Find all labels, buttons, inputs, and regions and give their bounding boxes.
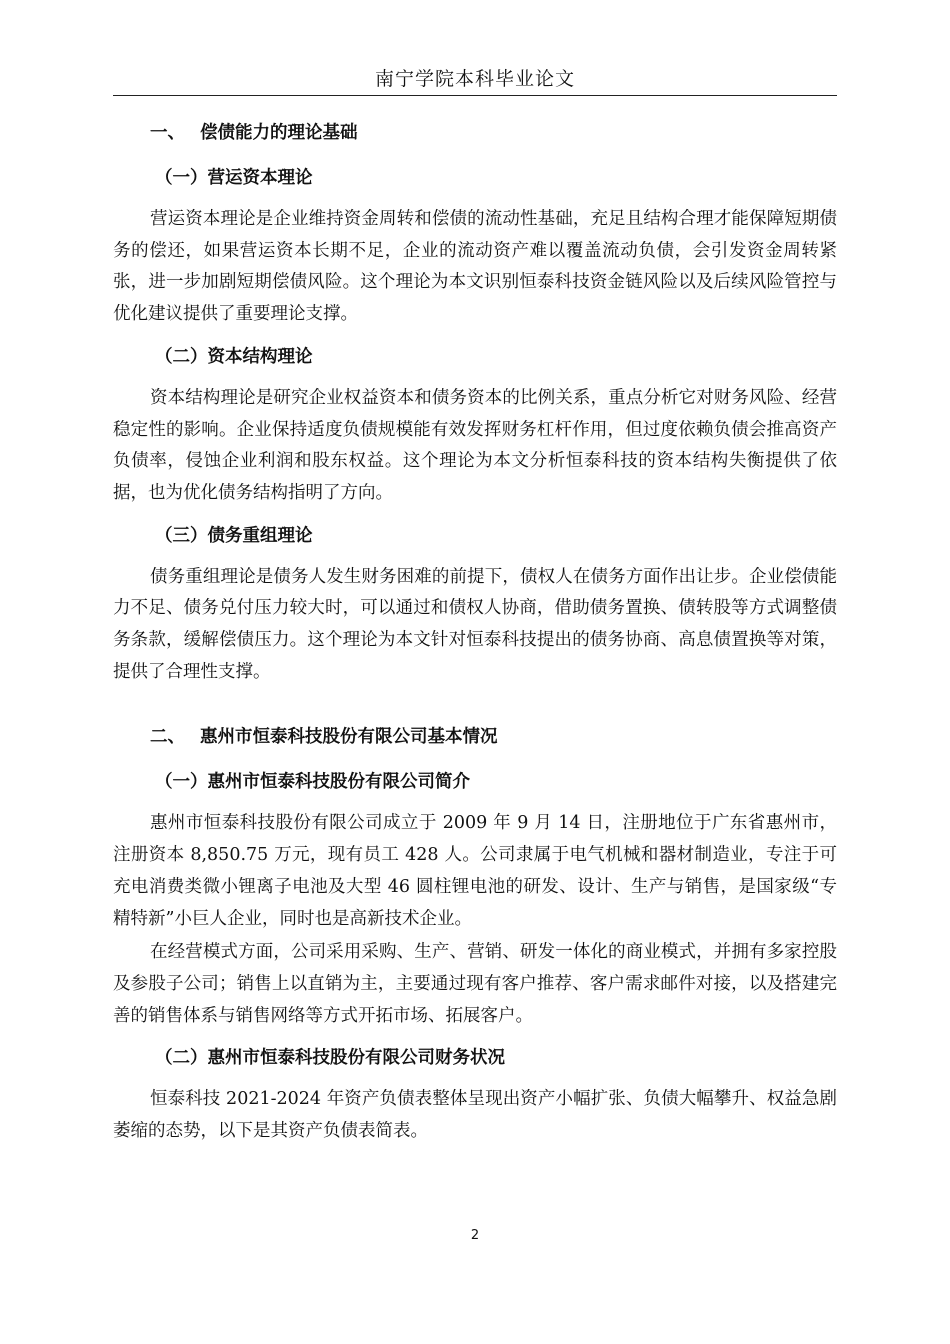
section-title-2: 惠州市恒泰科技股份有限公司基本情况 <box>200 727 498 748</box>
section-heading-2 <box>150 720 837 754</box>
paragraph-company-profile-2: 在经营模式方面，公司采用采购、生产、营销、研发一体化的商业模式，并拥有多家控股及参股子公司；销售上以直销为主，主要通过现有客户推荐、客户需求邮件对接，以及搭建完善的销售体系与销售网络等方式开拓市场、拓展客户。 <box>113 942 837 1026</box>
paragraph-capital-structure: 资本结构理论是研究企业权益资本和债务资本的比例关系，重点分析它对财务风险、经营稳定性的影响。企业保持适度负债规模能有效发挥财务杠杆作用，但过度依赖负债会推高资产负债率，侵蚀企业利润和股东权益。这个理论为本文分析恒泰科技的资本结构失衡提供了依据，也为优化债务结构指明了方向。 <box>113 387 837 503</box>
paragraph-debt-restructuring: 债务重组理论是债务人发生财务困难的前提下，债权人在债务方面作出让步。企业偿债能力不足、债务兑付压力较大时，可以通过和债权人协商，借助债务置换、债转股等方式调整债务条款，缓解偿债压力。这个理论为本文针对恒泰科技提出的债务协商、高息债置换等对策，提供了合理性支撑。 <box>113 566 837 682</box>
paragraph-working-capital: 营运资本理论是企业维持资金周转和偿债的流动性基础，充足且结构合理才能保障短期债务的偿还，如果营运资本长期不足，企业的流动资产难以覆盖流动负债，会引发资金周转紧张，进一步加剧短期偿债风险。这个理论为本文识别恒泰科技资金链风险以及后续风险管控与优化建议提供了重要理论支撑。 <box>113 209 837 325</box>
subsection-heading-company-profile: （一）惠州市恒泰科技股份有限公司简介 <box>155 772 470 793</box>
running-header: 南宁学院本科毕业论文 <box>374 68 575 90</box>
subsection-heading-capital-structure: （二）资本结构理论 <box>155 346 313 367</box>
paragraph-company-profile-1: 惠州市恒泰科技股份有限公司成立于 2009 年 9 月 14 日，注册地位于广东省惠州市，注册资本 8,850.75 万元，现有员工 428 人。公司隶属于电气机械和器材制造业，专注于可充电消费类微小锂离子电池及大型 46 圆柱锂电池的研发、设计、生产与销售，是国家级“专精特新”小巨人企业，同时也是高新技术企业。 <box>113 813 837 929</box>
subsection-heading-financial-status: （二）惠州市恒泰科技股份有限公司财务状况 <box>155 1048 505 1069</box>
section-title-1: 偿债能力的理论基础 <box>200 123 358 143</box>
section-number-2: 二、 <box>150 727 185 748</box>
page-number: 2 <box>470 1228 480 1243</box>
section-gap <box>113 698 837 720</box>
header-rule <box>113 95 837 96</box>
page-content <box>113 116 837 1158</box>
section-heading-1 <box>150 116 837 150</box>
section-number-1: 一、 <box>150 123 185 143</box>
subsection-heading-working-capital: （一）营运资本理论 <box>155 168 313 188</box>
paragraph-financial-status: 恒泰科技 2021-2024 年资产负债表整体呈现出资产小幅扩张、负债大幅攀升、权益急剧萎缩的态势，以下是其资产负债表简表。 <box>113 1089 837 1142</box>
subsection-heading-debt-restructuring: （三）债务重组理论 <box>155 525 313 546</box>
